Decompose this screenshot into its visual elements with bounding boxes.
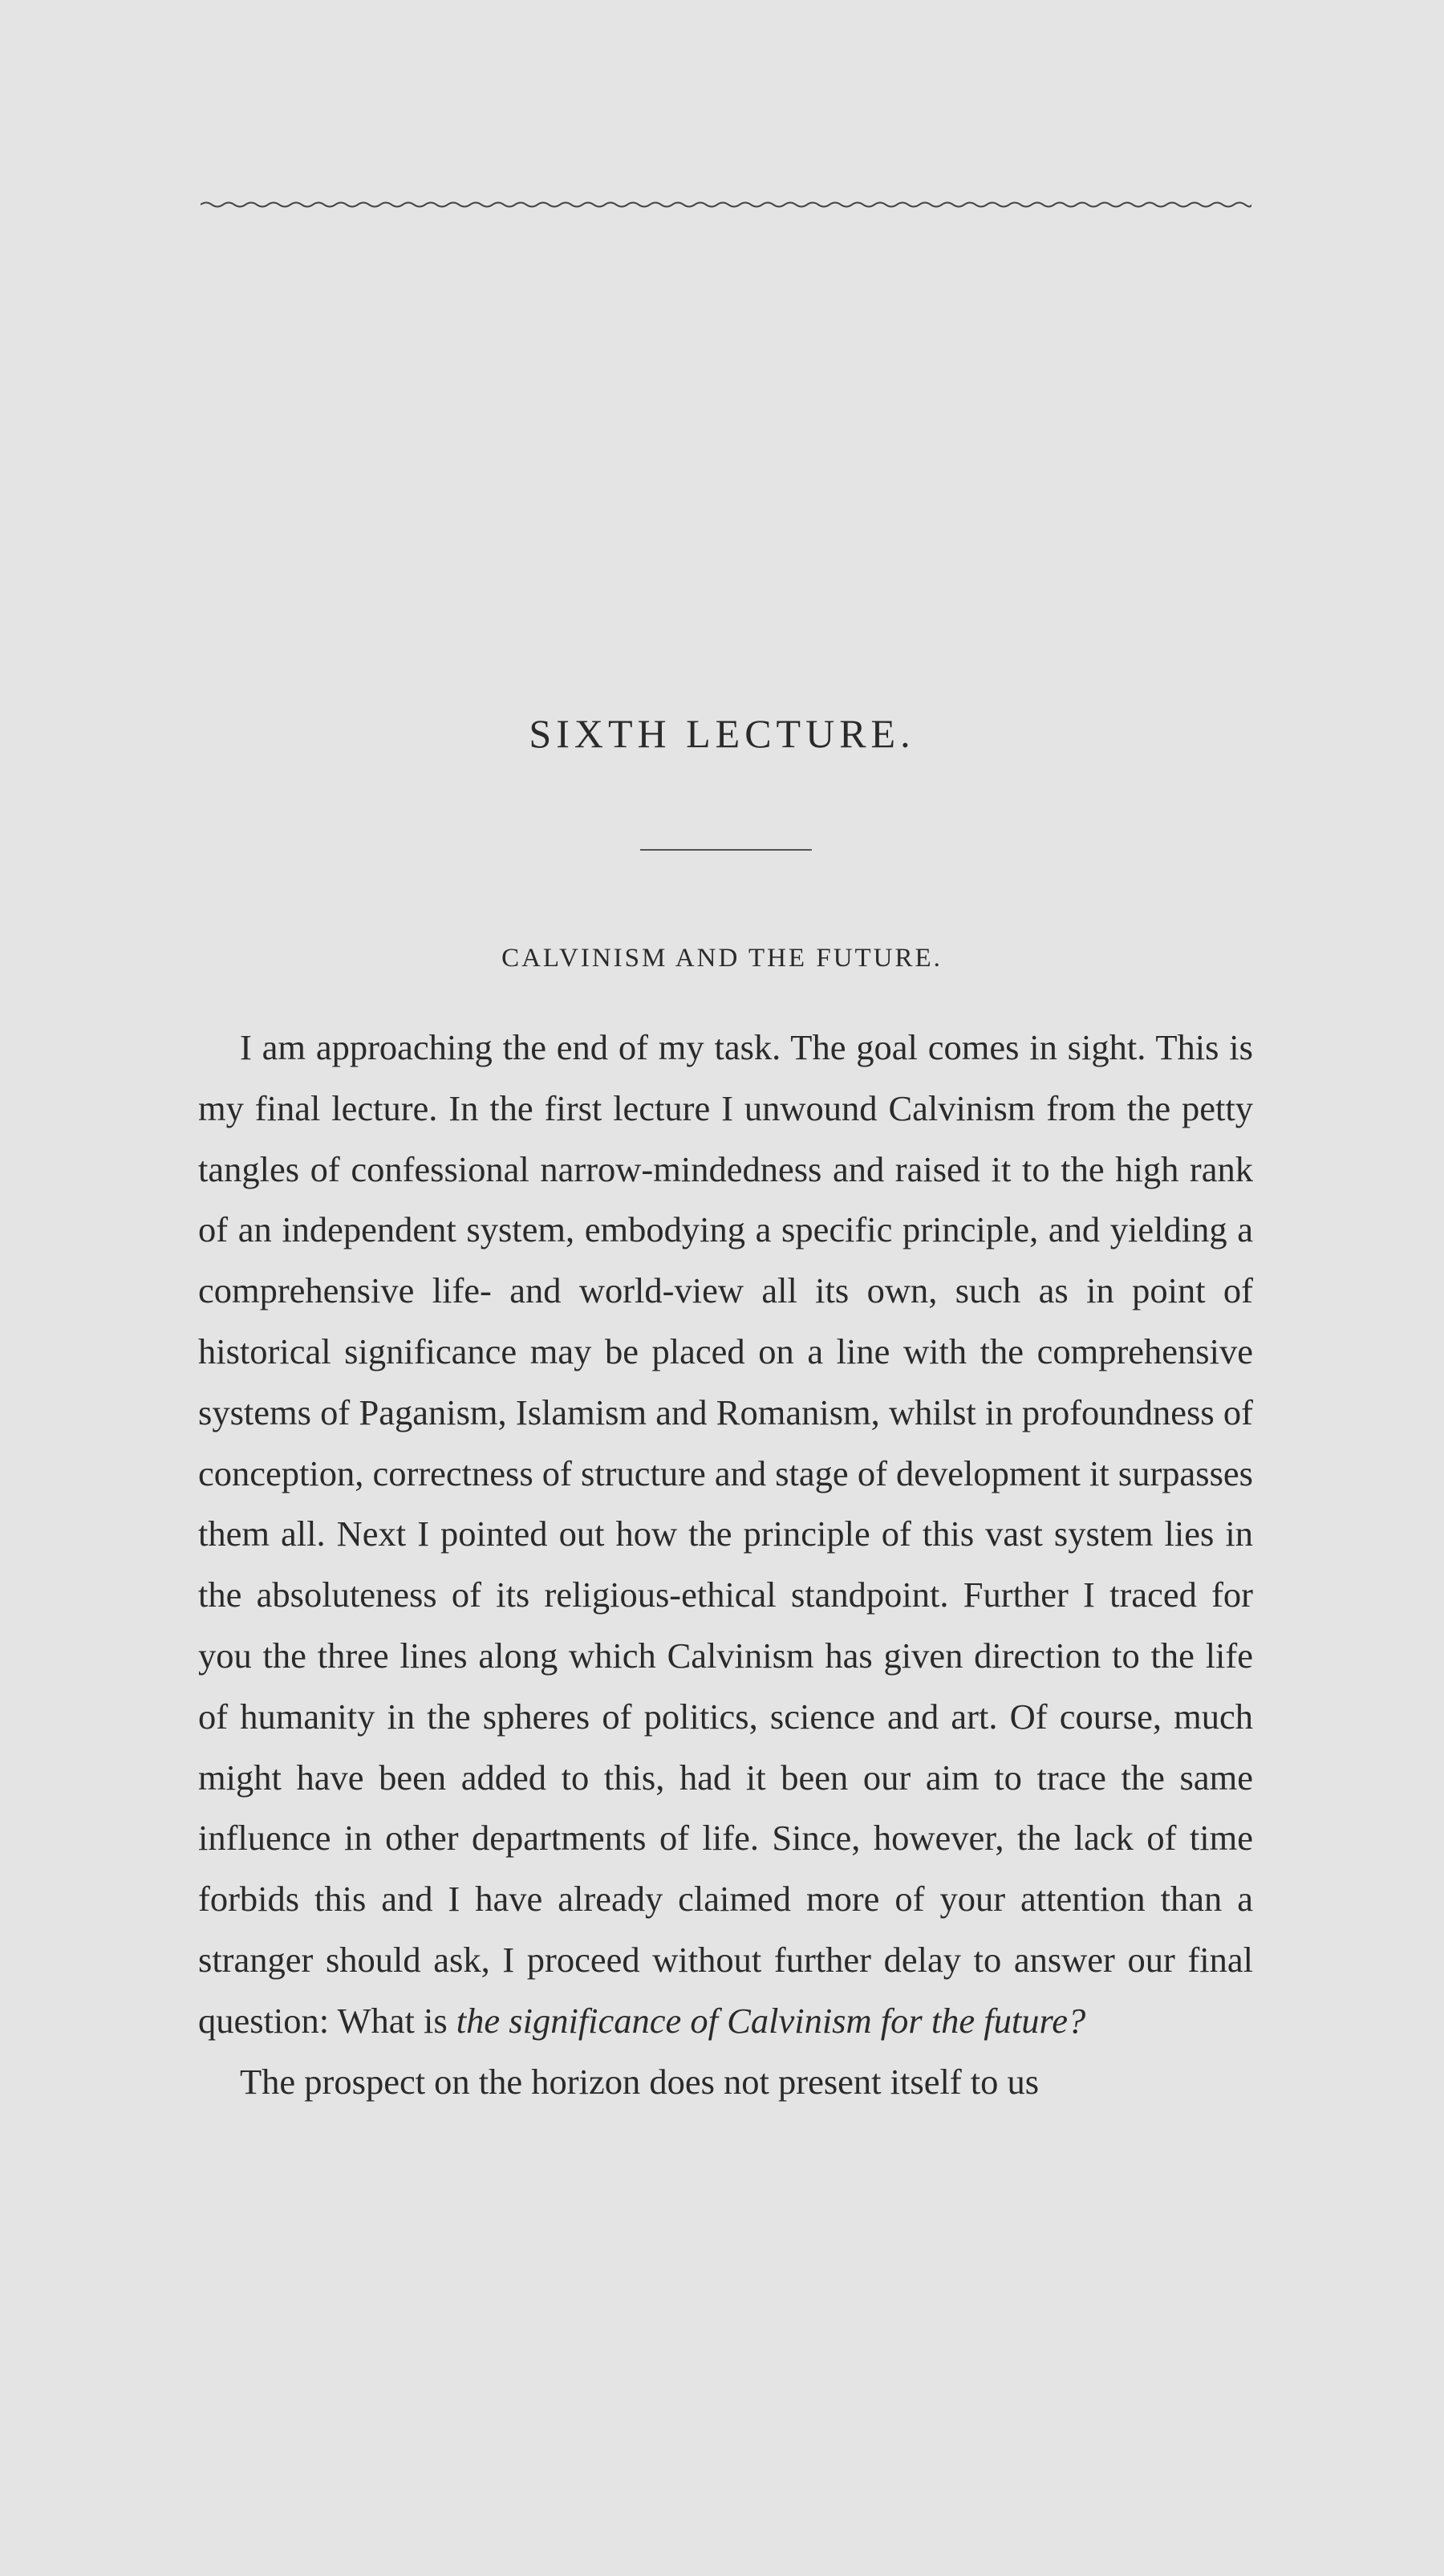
paragraph-1-italic: the significance of Calvinism for the future? bbox=[456, 2000, 1086, 2041]
paragraph-1 bbox=[198, 1018, 1253, 2052]
paragraph-2-text: The prospect on the horizon does not present itself to us bbox=[240, 2061, 1040, 2102]
decorative-wavy-rule bbox=[201, 197, 1251, 212]
lecture-subtitle: CALVINISM AND THE FUTURE. bbox=[501, 944, 943, 973]
paragraph-1-text: I am approaching the end of my task. The goal comes in sight. This is my final lecture. In the first lecture I unwound Calvinism from the petty tangles of confessional narrow-mindedness and raised it to the high rank of an independent system, embodying a specific principle, and yielding a comprehensive life- and world-view all its own, such as in point of historical significance may be placed on a line with the comprehensive systems of Paganism, Islamism and Romanism, whilst in profoundness of conception, correctness of structure and stage of development it surpasses them all. Next I pointed out how the principle of this vast system lies in the absoluteness of its religious-ethical standpoint. Further I traced for you the three lines along which Calvinism has given direction to the life of humanity in the spheres of politics, science and art. Of course, much might have been added to this, had it been our aim to trace the same influence in other departments of life. Since, however, the lack of time forbids this and I have already claimed more of your attention than a stranger should ask, I proceed without further delay to answer our final question: What is bbox=[198, 1027, 1253, 2041]
title-divider bbox=[640, 849, 812, 851]
body-text bbox=[198, 1018, 1253, 2112]
paragraph-2 bbox=[198, 2052, 1253, 2113]
lecture-title: SIXTH LECTURE. bbox=[529, 711, 915, 756]
